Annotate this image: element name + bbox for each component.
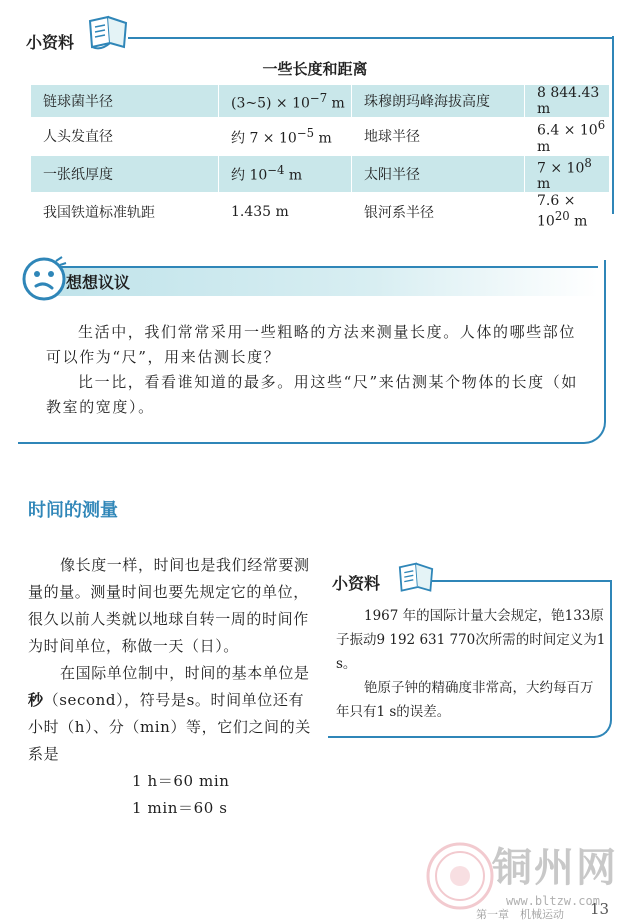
table-row: [31, 85, 610, 118]
formula: 1 h＝60 min: [132, 772, 230, 790]
item-value: $6.4 \times 10^6$ m: [525, 118, 610, 156]
paragraph: 在国际单位制中，时间的基本单位是秒（second），符号是s。时间单位还有小时（h）、分（min）等，它们之间的关系是: [28, 664, 311, 763]
item-name: 我国铁道标准轨距: [31, 193, 219, 231]
paragraph: 生活中，我们常常采用一些粗略的方法来测量长度。人体的哪些部位可以作为“尺”，用来估测长度？: [46, 323, 577, 366]
watermark-seal-icon: [424, 840, 496, 912]
item-name: 珠穆朗玛峰海拔高度: [352, 85, 525, 118]
item-value: $7 \times 10^8$ m: [525, 155, 610, 193]
page-number: 13: [590, 900, 610, 918]
section-body: [28, 552, 318, 822]
item-name: 人头发直径: [31, 118, 219, 156]
info-box-rule: [432, 580, 610, 582]
item-name: 银河系半径: [352, 193, 525, 231]
paragraph: 1967 年的国际计量大会规定，铯133原子振动9 192 631 770次所需的时间定义为1 s。: [336, 608, 606, 672]
paragraph: 比一比，看看谁知道的最多。用这些“尺”来估测某个物体的长度（如教室的宽度）。: [46, 373, 578, 416]
watermark-text: 铜州网: [492, 844, 618, 891]
bold-term: 秒: [28, 691, 44, 709]
book-icon: [396, 560, 436, 596]
info-label: 小资料: [26, 33, 75, 52]
watermark-url: www.bltzw.com: [506, 894, 600, 908]
paragraph: 铯原子钟的精确度非常高，大约每百万年只有1 s的误差。: [336, 680, 594, 720]
item-value: 约 $10^{-4}$ m: [219, 155, 352, 193]
table-row: [31, 155, 610, 193]
book-icon: [86, 13, 130, 53]
item-name: 一张纸厚度: [31, 155, 219, 193]
thinking-face-icon: [20, 255, 68, 303]
table-title: 一些长度和距离: [262, 60, 368, 78]
discussion-text: [46, 320, 584, 420]
item-name: 链球菌半径: [31, 85, 219, 118]
table-row: [31, 193, 610, 231]
header-rule: [128, 37, 612, 39]
item-value: 约 $7 \times 10^{-5}$ m: [219, 118, 352, 156]
formula: 1 min＝60 s: [132, 799, 228, 817]
table-row: [31, 118, 610, 156]
item-value: (3~5) × $10^{-7}$ m: [219, 85, 352, 118]
item-value: 1.435 m: [219, 193, 352, 231]
info-label: 小资料: [332, 574, 381, 593]
info-box-text: [336, 604, 606, 724]
item-name: 太阳半径: [352, 155, 525, 193]
item-value: 8 844.43 m: [525, 85, 610, 118]
item-value: $7.6 \times 10^{20}$ m: [525, 193, 610, 231]
section-title: 时间的测量: [28, 500, 118, 521]
chapter-footer: 第一章 机械运动: [476, 908, 564, 921]
paragraph: 像长度一样，时间也是我们经常要测量的量。测量时间也要先规定它的单位，很久以前人类就以地球自转一周的时间作为时间单位，称做一天（日）。: [28, 556, 310, 655]
length-table: [30, 84, 610, 231]
item-name: 地球半径: [352, 118, 525, 156]
discussion-title: 想想议议: [66, 273, 131, 292]
